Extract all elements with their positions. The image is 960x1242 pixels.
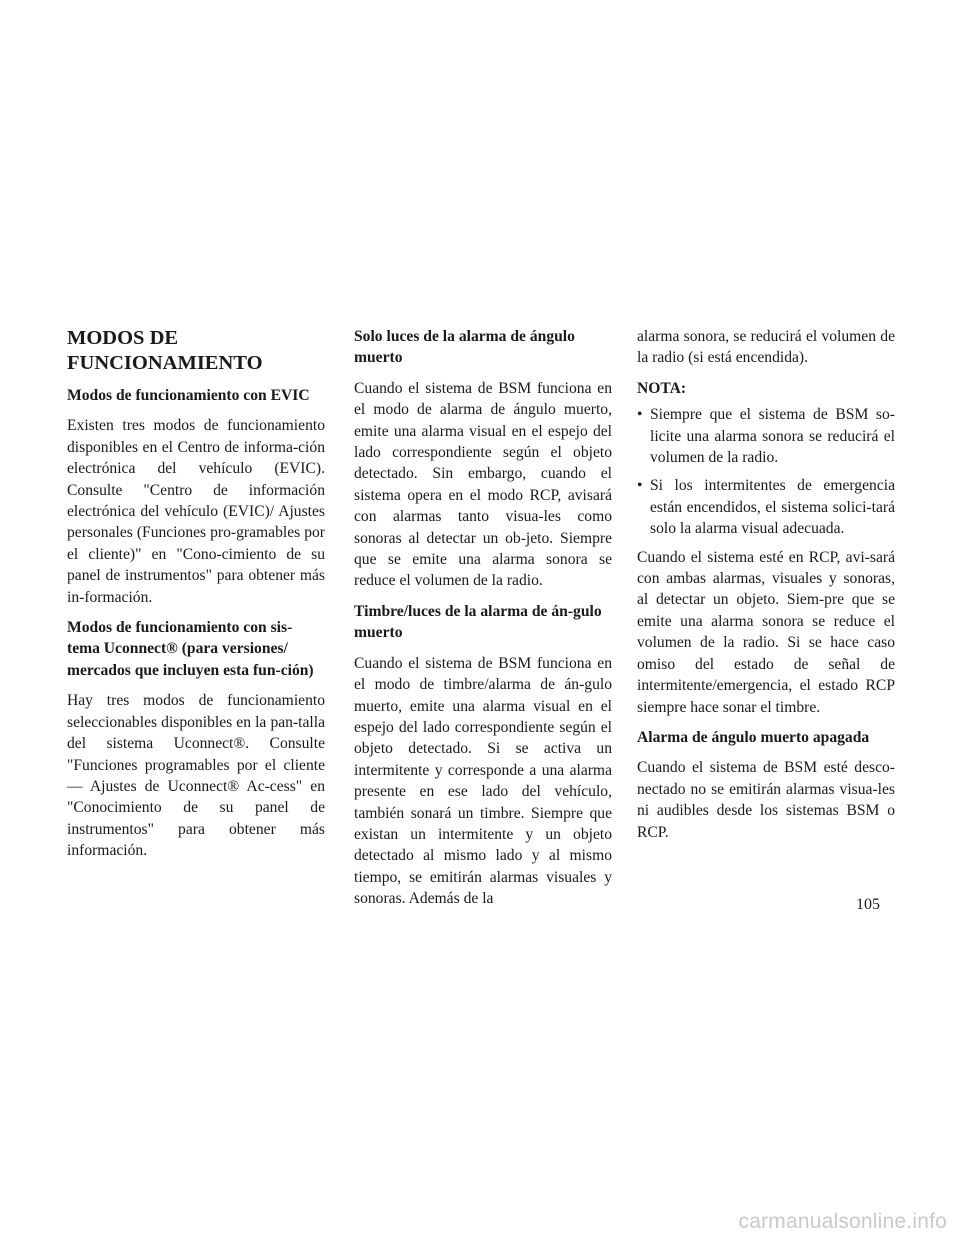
subheading-chime-lights: Timbre/luces de la alarma de án-gulo muerto: [354, 602, 602, 642]
bullet-icon: •: [637, 477, 643, 495]
paragraph-evic-modes: Existen tres modos de funcionamiento disponibles en el Centro de informa-ción electrónica del vehículo (EVIC). Consulte "Centro de información electrónica del vehículo (EVIC)/ Ajustes personales (Funciones pro-gramables por el cliente)" en "Cono-cimiento de su panel de instrumentos" para obtener más in-formación.: [67, 417, 325, 606]
paragraph-chime-lights: Cuando el sistema de BSM funciona en el modo de timbre/alarma de án-gulo muerto, emite una alarma visual en el espejo del lado correspondiente según el objeto detectado. Si se activa un intermitente y corresponde a una alarma presente en ese lado del vehículo, también sonará un timbre. Siempre que existan un intermitente y un objeto detectado al mismo lado y al mismo tiempo, se emitirán alarmas visuales y sonoras. Además de la: [354, 654, 612, 908]
column-right: [637, 326, 895, 852]
bullet-icon: •: [637, 406, 643, 424]
watermark: carmanualsonline.info: [738, 1210, 947, 1233]
paragraph-alarm-off: Cuando el sistema de BSM esté desco-nectado no se emitirán alarmas visua-les ni audibles desde los sistemas BSM o RCP.: [637, 759, 895, 841]
section-heading: MODOS DE FUNCIONAMIENTO: [67, 327, 263, 374]
list-item-text: Si los intermitentes de emergencia están encendidos, el sistema solici-tará solo la alarma visual adecuada.: [650, 477, 895, 538]
page-number: 105: [856, 896, 880, 913]
note-label: NOTA:: [637, 379, 687, 397]
paragraph-continuation: alarma sonora, se reducirá el volumen de la radio (si está encendida).: [637, 328, 895, 367]
column-middle: [354, 326, 612, 919]
list-item-text: Siempre que el sistema de BSM so-licite una alarma sonora se reducirá el volumen de la radio.: [650, 406, 895, 467]
subheading-alarm-off: Alarma de ángulo muerto apagada: [637, 728, 870, 746]
paragraph-uconnect-modes: Hay tres modos de funcionamiento seleccionables disponibles en la pan-talla del sistema Uconnect®. Consulte "Funciones programables por el cliente — Ajustes de Uconnect® Ac-cess" en "Conocimiento de su panel de instrumentos" para obtener más información.: [67, 692, 325, 860]
note-list: [637, 404, 895, 539]
list-item: [637, 404, 895, 468]
subheading-evic-modes: Modos de funcionamiento con EVIC: [67, 387, 310, 404]
subheading-uconnect-modes: Modos de funcionamiento con sis-tema Uconnect® (para versiones/ mercados que incluyen esta fun-ción): [67, 619, 314, 679]
paragraph-lights-only: Cuando el sistema de BSM funciona en el modo de alarma de ángulo muerto, emite una alarma visual en el espejo del lado correspondiente según el objeto detectado. Sin embargo, cuando el sistema opera en el modo RCP, avisará con alarmas tanto visua-les como sonoras al detectar un ob-jeto. Siempre que se emite una alarma sonora se reduce el volumen de la radio.: [354, 379, 612, 590]
paragraph-rcp: Cuando el sistema esté en RCP, avi-sará con ambas alarmas, visuales y sonoras, al detectar un objeto. Siem-pre que se emite una alarma sonora se reduce el volumen de la radio. Si se hace caso omiso del estado de señal de intermitente/emergencia, el estado RCP siempre hace sonar el timbre.: [637, 548, 895, 716]
list-item: [637, 475, 895, 539]
subheading-lights-only: Solo luces de la alarma de ángulo muerto: [354, 328, 575, 367]
column-left: [67, 326, 325, 871]
